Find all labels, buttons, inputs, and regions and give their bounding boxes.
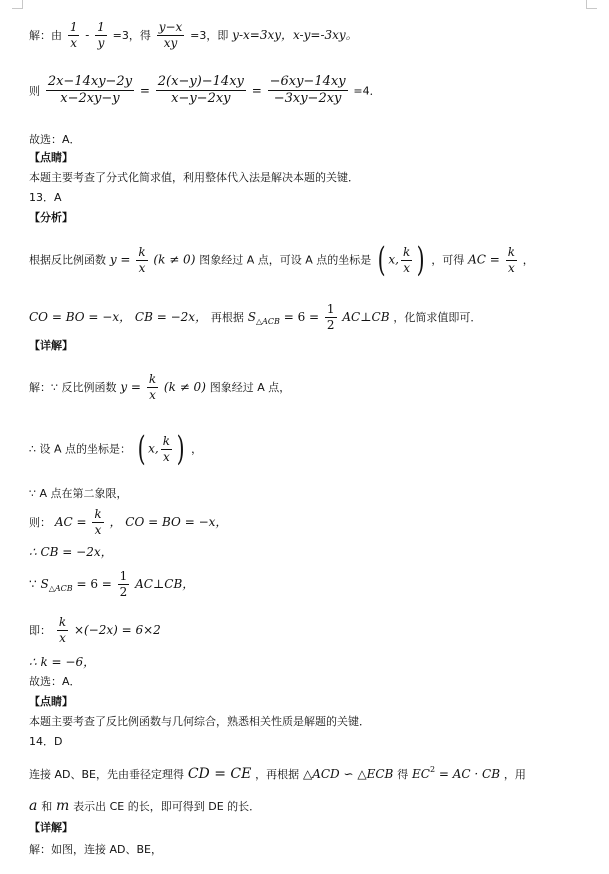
analysis-line-1: 根据反比例函数 y = $\frac{k}{x}$ (k ≠ 0) 图象经过 A 点，可设 A 点的坐标是 ( x, $\frac{k}{x}$ ) ，可得 AC = $\frac{k}{x}$ ，: [29, 240, 534, 280]
fraction: $\frac{k}{x}$: [507, 244, 515, 275]
analysis-line-4: a 和 m 表示出 CE 的长，即可得到 DE 的长．: [29, 798, 261, 814]
fraction: $\frac{k}{x}$: [138, 244, 146, 275]
analysis-line-2: CO = BO = −x， CB = −2x， 再根据 $S_{\triangle ACB} = 6$ = $\frac{1}{2}$ AC⊥CB ，化简求值即可．: [29, 302, 482, 332]
fraction: $\frac{k}{x}$: [402, 244, 411, 275]
answer-line: 故选：A．: [29, 133, 81, 146]
detail-line-2: ∴ 设 A 点的坐标是： ( x, $\frac{k}{x}$ ) ，: [29, 429, 203, 469]
section-heading-detail: 【详解】: [29, 339, 73, 352]
comment-text-2: 本题主要考查了反比例函数与几何综合，熟悉相关性质是解题的关键．: [29, 715, 370, 728]
section-heading-detail-2: 【详解】: [29, 821, 73, 834]
comment-text: 本题主要考查了分式化简求值，利用整体代入法是解决本题的关键．: [29, 171, 359, 184]
fraction: $\frac{1}{2}$: [119, 569, 128, 599]
fraction: $\frac{2x-14xy-2y}{x-2xy-y}$: [47, 74, 133, 107]
section-heading-comment: 【点睛】: [29, 151, 73, 164]
question-number-2: 14．D: [29, 735, 63, 748]
answer-line-2: 故选：A．: [29, 675, 81, 688]
solution-line-given: 解：由 $\frac{1}{x}$ - $\frac{1}{y}$ =3，得 $\frac{y-x}{xy}$ =3，即 y-x=3xy，x-y=-3xy。: [29, 20, 358, 50]
fraction: $\frac{k}{x}$: [58, 615, 67, 645]
question-number: 13．A: [29, 191, 62, 204]
fraction: $\frac{-6xy-14xy}{-3xy-2xy}$: [269, 74, 346, 107]
detail-line-7: 即： $\frac{k}{x}$ ×(−2x) = 6×2: [29, 615, 161, 645]
fraction: $\frac{1}{2}$: [326, 302, 335, 332]
fraction: $\frac{1}{y}$: [97, 20, 105, 50]
detail-line-1: 解：∵ 反比例函数 y = $\frac{k}{x}$ (k ≠ 0) 图象经过 A 点，: [29, 372, 291, 402]
page-corner-mark-right: [586, 0, 597, 9]
analysis-line-3: 连接 AD、BE，先由垂径定理得 CD = CE ，再根据 △ACD ∽ △ECB 得 $EC^2$ = AC · CB ，用: [29, 765, 526, 782]
section-heading-comment-2: 【点睛】: [29, 695, 73, 708]
detail-line-3: ∵ A 点在第二象限，: [29, 487, 128, 500]
fraction: $\frac{k}{x}$: [162, 433, 170, 464]
solution-line-substitution: 则 $\frac{2x-14xy-2y}{x-2xy-y}$ = $\frac{2(x-y)-14xy}{x-y-2xy}$ = $\frac{-6xy-14xy}{-3xy-2xy}$ =4．: [29, 74, 381, 107]
detail-line-5: ∴ CB = −2x，: [29, 545, 113, 559]
fraction: $\frac{k}{x}$: [148, 372, 157, 402]
fraction: $\frac{y-x}{xy}$: [158, 20, 183, 50]
section-heading-analysis: 【分析】: [29, 211, 73, 224]
fraction: $\frac{k}{x}$: [94, 507, 102, 537]
detail-line-4: 则： AC = $\frac{k}{x}$ ， CO = BO = −x，: [29, 507, 228, 537]
page-corner-mark-left: [12, 0, 23, 9]
fraction: $\frac{1}{x}$: [69, 20, 78, 50]
detail-line-6: ∵ $S_{\triangle ACB} = 6$ = $\frac{1}{2}$ AC⊥CB，: [29, 569, 195, 599]
detail-line-8: ∴ k = −6，: [29, 655, 96, 669]
detail-text-start: 解：如图，连接 AD、BE，: [29, 843, 162, 856]
fraction: $\frac{2(x-y)-14xy}{x-y-2xy}$: [157, 74, 244, 107]
